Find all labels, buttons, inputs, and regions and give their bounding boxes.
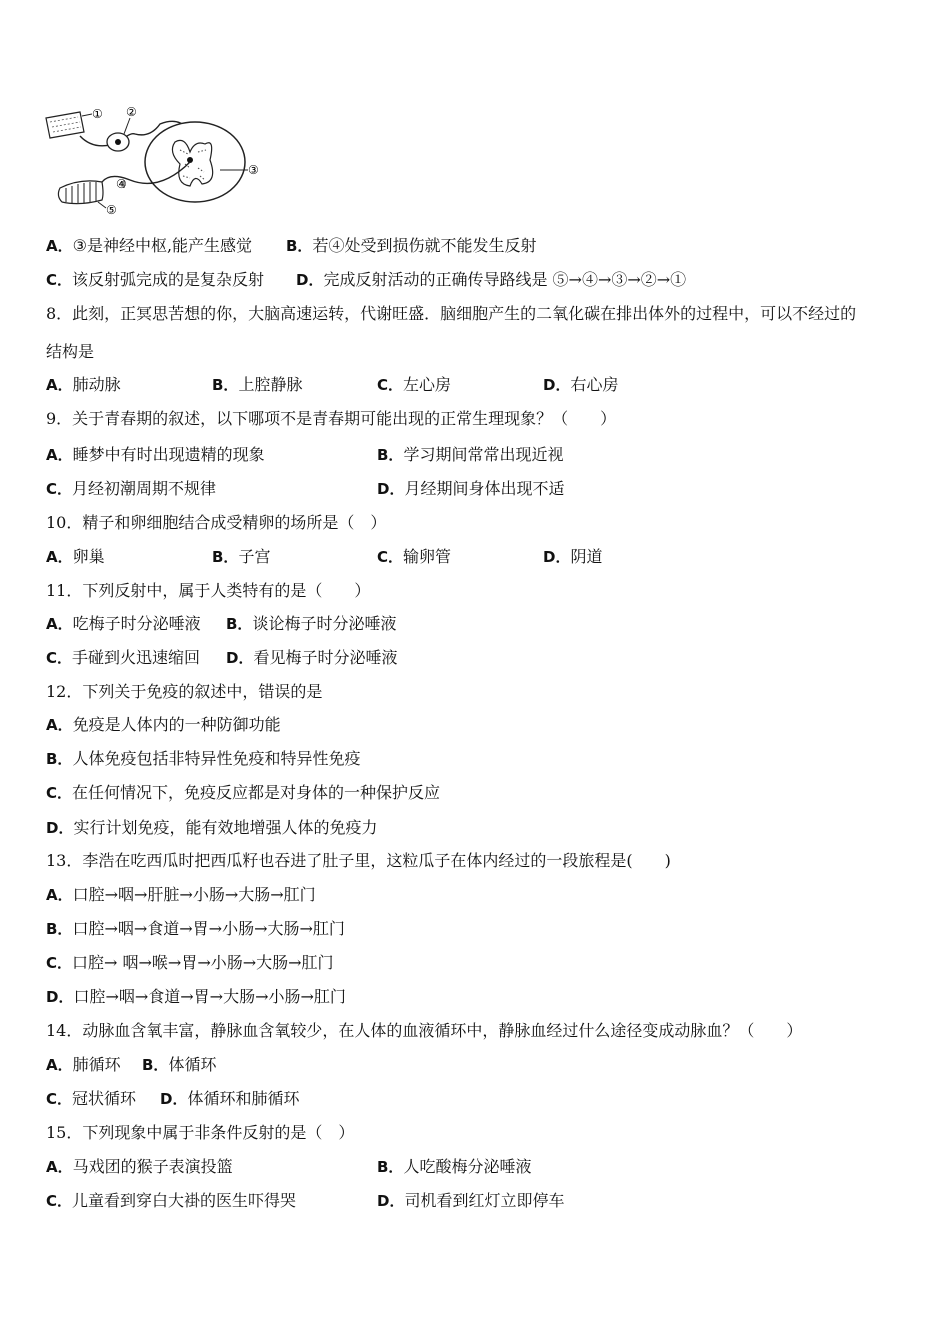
q14-option-b: B．体循环: [142, 1055, 217, 1074]
q9-option-d: D．月经期间身体出现不适: [377, 479, 565, 498]
q11-option-d: D．看见梅子时分泌唾液: [226, 648, 398, 667]
q7-option-a: A．③是神经中枢,能产生感觉: [46, 236, 253, 255]
q8-stem-cont: 结构是: [46, 342, 95, 361]
q12-option-d: D．实行计划免疫，能有效地增强人体的免疫力: [46, 818, 378, 837]
q15-stem: 15．下列现象中属于非条件反射的是（ ）: [46, 1123, 355, 1142]
marker-2: ②: [126, 105, 137, 119]
q13-option-a: A．口腔→咽→肝脏→小肠→大肠→肛门: [46, 885, 316, 904]
receptor-skin: [46, 112, 84, 138]
q15-option-d: D．司机看到红灯立即停车: [377, 1191, 565, 1210]
q14-option-a: A．肺循环: [46, 1055, 121, 1074]
q13-stem: 13．李浩在吃西瓜时把西瓜籽也吞进了肚子里，这粒瓜子在体内经过的一段旅程是( ): [46, 851, 671, 870]
q8-option-c: C．左心房: [377, 375, 452, 394]
q15-option-a: A．马戏团的猴子表演投篮: [46, 1157, 233, 1176]
spinal-cord: [145, 122, 245, 202]
q10-stem: 10．精子和卵细胞结合成受精卵的场所是（ ）: [46, 513, 387, 532]
q9-option-b: B．学习期间常常出现近视: [377, 445, 564, 464]
q10-option-b: B．子宫: [212, 547, 271, 566]
q13-option-c: C．口腔→ 咽→喉→胃→小肠→大肠→肛门: [46, 953, 334, 972]
q12-stem: 12．下列关于免疫的叙述中，错误的是: [46, 682, 323, 701]
q8-option-b: B．上腔静脉: [212, 375, 303, 394]
q10-option-d: D．阴道: [543, 547, 603, 566]
q9-option-c: C．月经初潮周期不规律: [46, 479, 217, 498]
q7-option-c: C．该反射弧完成的是复杂反射: [46, 270, 265, 289]
q13-option-d: D．口腔→咽→食道→胃→大肠→小肠→肛门: [46, 987, 346, 1006]
q14-option-d: D．体循环和肺循环: [160, 1089, 300, 1108]
reflex-arc-diagram: [40, 102, 268, 220]
q8-option-d: D．右心房: [543, 375, 619, 394]
q9-stem: 9．关于青春期的叙述，以下哪项不是青春期可能出现的正常生理现象？（ ）: [46, 409, 617, 428]
q11-option-c: C．手碰到火迅速缩回: [46, 648, 201, 667]
q13-option-b: B．口腔→咽→食道→胃→小肠→大肠→肛门: [46, 919, 345, 938]
q8-stem: 8．此刻，正冥思苦想的你，大脑高速运转，代谢旺盛．脑细胞产生的二氧化碳在排出体外的过程中，可以不经过的: [46, 304, 857, 323]
marker-5: ⑤: [106, 203, 117, 217]
q8-option-a: A．肺动脉: [46, 375, 121, 394]
q15-option-b: B．人吃酸梅分泌唾液: [377, 1157, 532, 1176]
marker-3: ③: [248, 163, 259, 177]
marker-1: ①: [92, 107, 103, 121]
q7-option-b: B．若④处受到损伤就不能发生反射: [286, 236, 537, 255]
marker-4: ④: [116, 177, 127, 191]
q15-option-c: C．儿童看到穿白大褂的医生吓得哭: [46, 1191, 297, 1210]
q9-option-a: A．睡梦中有时出现遗精的现象: [46, 445, 265, 464]
q12-option-a: A．免疫是人体内的一种防御功能: [46, 715, 281, 734]
effector-muscle: [58, 181, 103, 204]
q11-stem: 11．下列反射中，属于人类特有的是（ ）: [46, 581, 371, 600]
q12-option-b: B．人体免疫包括非特异性免疫和特异性免疫: [46, 749, 361, 768]
q11-option-b: B．谈论梅子时分泌唾液: [226, 614, 397, 633]
q10-option-c: C．输卵管: [377, 547, 452, 566]
q12-option-c: C．在任何情况下，免疫反应都是对身体的一种保护反应: [46, 783, 441, 802]
q11-option-a: A．吃梅子时分泌唾液: [46, 614, 201, 633]
q14-option-c: C．冠状循环: [46, 1089, 137, 1108]
q14-stem: 14．动脉血含氧丰富，静脉血含氧较少，在人体的血液循环中，静脉血经过什么途径变成动脉血？（ ）: [46, 1021, 803, 1040]
q10-option-a: A．卵巢: [46, 547, 105, 566]
q7-option-d: D．完成反射活动的正确传导路线是 ⑤→④→③→②→①: [296, 270, 687, 289]
